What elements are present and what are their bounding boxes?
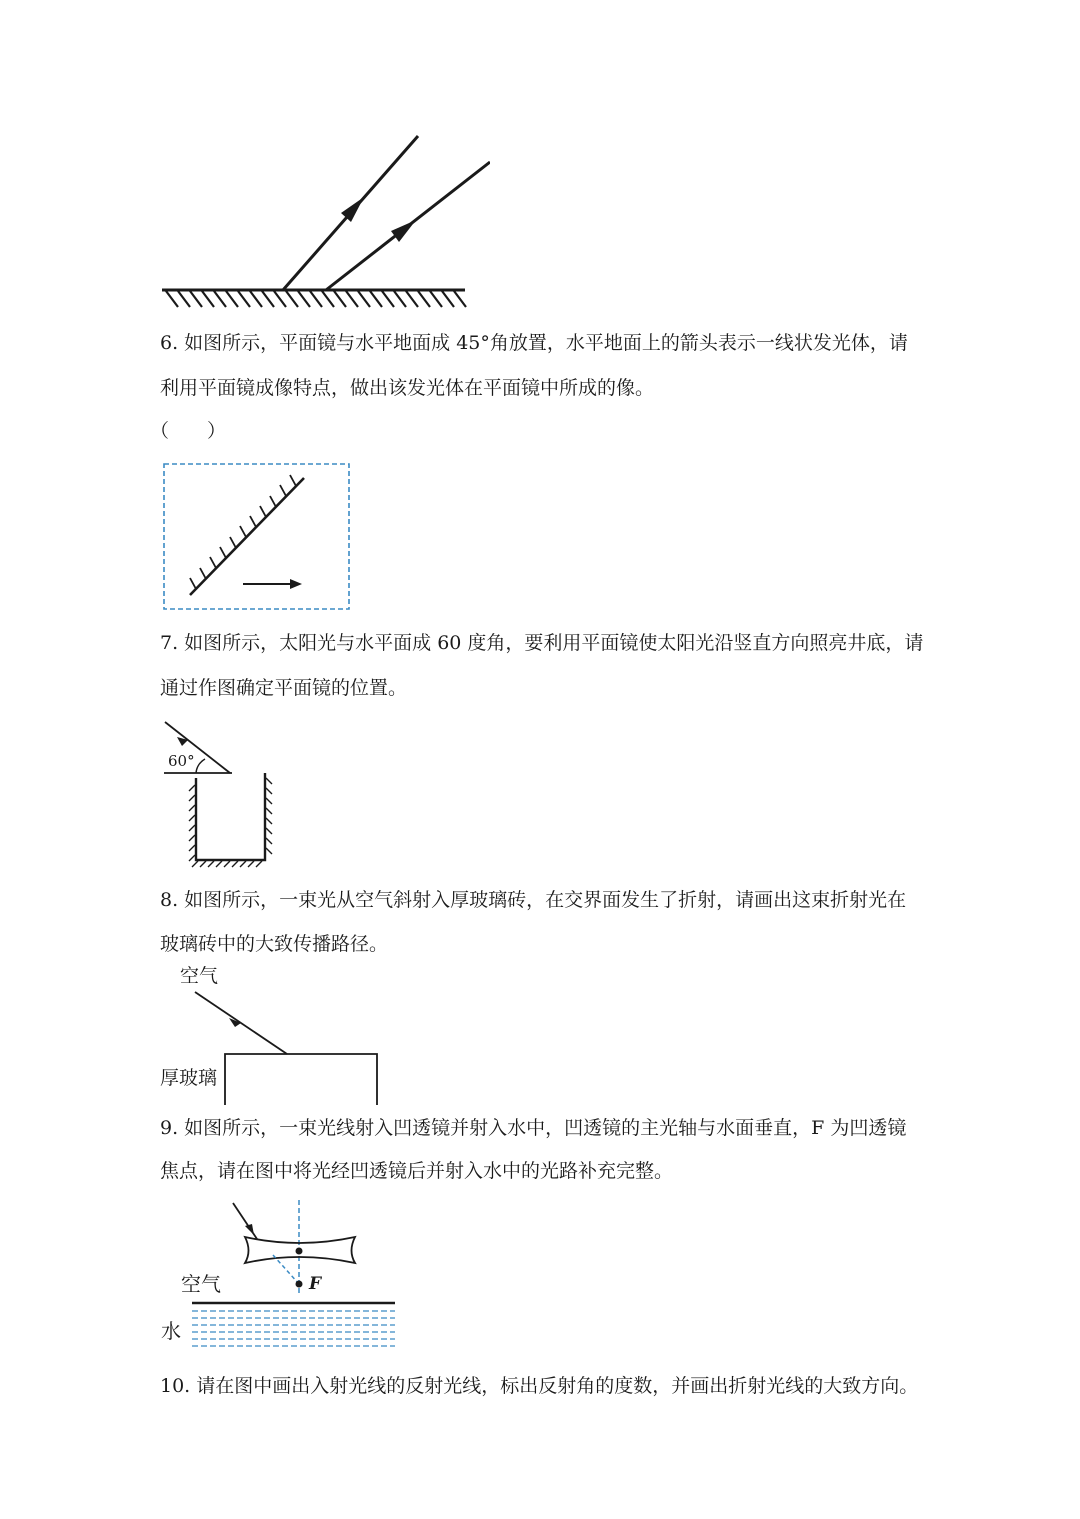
question-8-line2: 玻璃砖中的大致传播路径。 — [160, 933, 389, 955]
question-10-line1: 10. 请在图中画出入射光线的反射光线，标出反射角的度数，并画出折射光线的大致方向。 — [160, 1375, 919, 1397]
figure-sunlight-well — [158, 715, 278, 870]
figure-45-mirror — [160, 460, 354, 614]
question-6-line1: 6. 如图所示，平面镜与水平地面成 45°角放置，水平地面上的箭头表示一线状发光体，请 — [160, 332, 908, 354]
well — [189, 773, 272, 867]
question-9-line1: 9. 如图所示，一束光线射入凹透镜并射入水中，凹透镜的主光轴与水面垂直，F 为凹透镜 — [160, 1117, 907, 1139]
optical-center-dot — [296, 1248, 303, 1255]
inclined-mirror — [190, 475, 304, 595]
water-label: 水 — [161, 1319, 181, 1343]
question-8-line1: 8. 如图所示，一束光从空气斜射入厚玻璃砖，在交界面发生了折射，请画出这束折射光在 — [160, 889, 907, 911]
figure-reflected-rays — [150, 125, 490, 315]
hatched-ground-mirror — [162, 290, 466, 307]
figure-thick-glass — [155, 960, 385, 1105]
dashed-frame — [164, 464, 349, 609]
question-7-line2: 通过作图确定平面镜的位置。 — [160, 677, 408, 699]
focus-dot — [296, 1281, 303, 1288]
question-7-line1: 7. 如图所示，太阳光与水平面成 60 度角，要利用平面镜使太阳光沿竖直方向照亮井底，请 — [160, 632, 924, 654]
arrowhead-ray-2 — [391, 220, 416, 242]
question-6-line2: 利用平面镜成像特点，做出该发光体在平面镜中所成的像。 — [160, 377, 655, 399]
water-body — [192, 1311, 395, 1346]
air-label: 空气 — [180, 965, 219, 987]
extension-line — [273, 1255, 299, 1284]
figure-concave-lens — [155, 1195, 400, 1350]
light-object-arrowhead — [290, 579, 302, 589]
angle-label: 60° — [168, 752, 195, 770]
question-9-line2: 焦点，请在图中将光经凹透镜后并射入水中的光路补充完整。 — [160, 1160, 674, 1182]
glass-block — [225, 1054, 377, 1105]
incident-arrowhead — [245, 1224, 254, 1235]
air-label: 空气 — [181, 1272, 221, 1296]
glass-label: 厚玻璃 — [160, 1067, 218, 1089]
focus-label: F — [309, 1274, 322, 1294]
angle-arc — [196, 759, 205, 773]
answer-blank: （ ） — [150, 420, 227, 442]
